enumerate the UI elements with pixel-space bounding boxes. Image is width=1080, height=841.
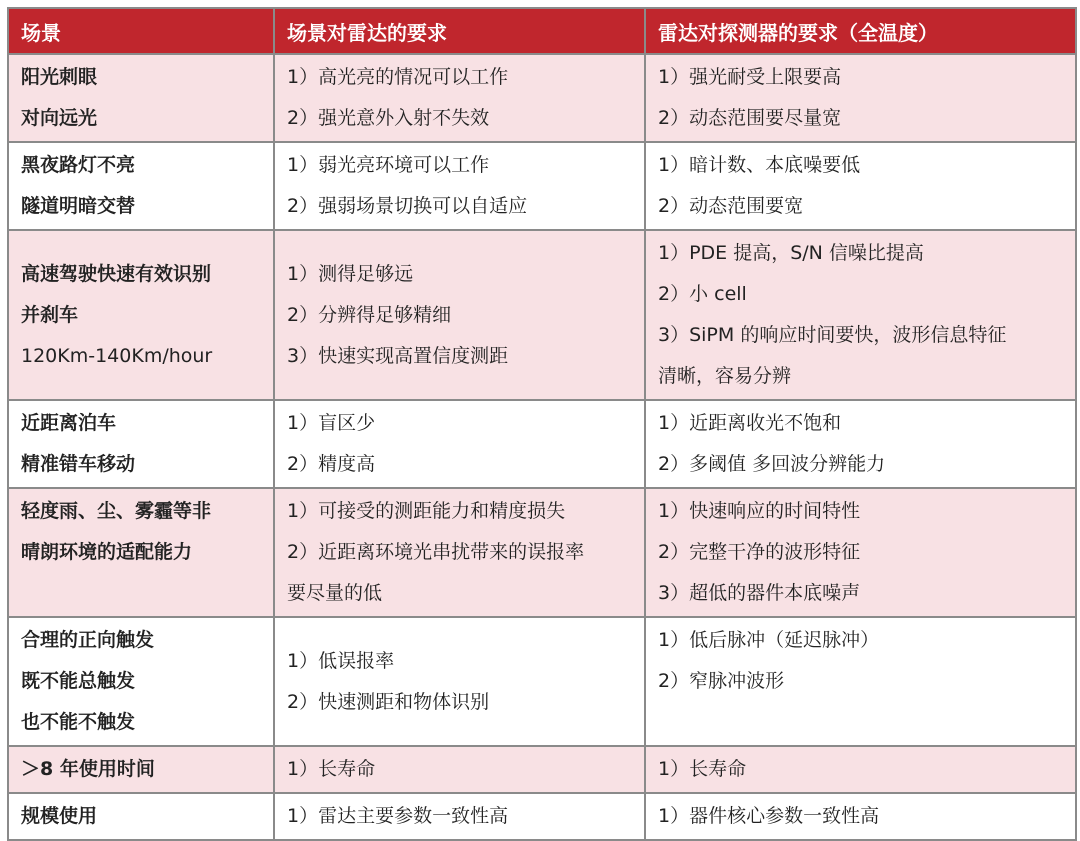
radar-requirement-cell <box>274 793 645 840</box>
scene-line: 高速驾驶快速有效识别 <box>21 262 212 285</box>
radar-requirement-line: 1）可接受的测距能力和精度损失 <box>287 500 566 522</box>
radar-requirement-line: 2）精度高 <box>287 453 376 475</box>
scene-line: 也不能不触发 <box>21 711 136 733</box>
detector-requirement-line: 2）完整干净的波形特征 <box>658 541 861 563</box>
scene-line: 合理的正向触发 <box>21 629 155 651</box>
scene-line: 阳光刺眼 <box>21 66 98 88</box>
header-scene: 场景 <box>8 8 274 54</box>
header-detector-requirements: 雷达对探测器的要求（全温度） <box>645 8 1076 54</box>
detector-requirement-line: 1）强光耐受上限要高 <box>658 66 842 88</box>
detector-requirement-cell <box>645 488 1076 617</box>
detector-requirement-line: 1）近距离收光不饱和 <box>658 412 842 434</box>
radar-requirement-cell <box>274 746 645 793</box>
radar-requirement-line: 1）弱光亮环境可以工作 <box>287 154 490 176</box>
detector-requirement-cell <box>645 142 1076 230</box>
scene-line: 并刹车 <box>21 303 79 326</box>
detector-requirement-line: 2）多阈值 多回波分辨能力 <box>658 453 886 475</box>
scene-line: ＞8 年使用时间 <box>21 758 155 780</box>
table-row <box>8 746 1076 793</box>
radar-requirement-cell <box>274 230 645 400</box>
requirements-table <box>7 7 1077 841</box>
radar-requirement-line: 2）分辨得足够精细 <box>287 303 452 326</box>
detector-requirement-line: 2）动态范围要宽 <box>658 195 804 217</box>
radar-requirement-line: 1）长寿命 <box>287 758 376 780</box>
radar-requirement-cell <box>274 488 645 617</box>
radar-requirement-cell <box>274 54 645 142</box>
scene-line: 轻度雨、尘、雾霾等非 <box>21 500 212 522</box>
table-row <box>8 230 1076 400</box>
scene-cell <box>8 488 274 617</box>
radar-requirement-line: 1）高光亮的情况可以工作 <box>287 66 509 88</box>
radar-requirement-line: 2）快速测距和物体识别 <box>287 690 490 713</box>
scene-line: 120Km-140Km/hour <box>21 344 213 367</box>
detector-requirement-line: 1）器件核心参数一致性高 <box>658 805 880 827</box>
scene-line: 黑夜路灯不亮 <box>21 154 136 176</box>
table-row <box>8 400 1076 488</box>
scene-line: 晴朗环境的适配能力 <box>21 541 193 563</box>
scene-cell <box>8 746 274 793</box>
detector-requirement-line: 3）超低的器件本底噪声 <box>658 582 861 604</box>
table-row <box>8 617 1076 746</box>
scene-cell <box>8 54 274 142</box>
detector-requirement-cell <box>645 617 1076 746</box>
scene-line: 隧道明暗交替 <box>21 195 136 217</box>
detector-requirement-line: 清晰，容易分辨 <box>658 365 792 387</box>
scene-cell <box>8 617 274 746</box>
detector-requirement-line: 1）低后脉冲（延迟脉冲） <box>658 629 880 651</box>
detector-requirement-line: 2）小 cell <box>658 283 747 305</box>
detector-requirement-cell <box>645 793 1076 840</box>
scene-cell <box>8 142 274 230</box>
radar-requirement-cell <box>274 400 645 488</box>
detector-requirement-line: 1）暗计数、本底噪要低 <box>658 154 861 176</box>
header-radar-requirements: 场景对雷达的要求 <box>274 8 645 54</box>
detector-requirement-line: 3）SiPM 的响应时间要快，波形信息特征 <box>658 324 1007 346</box>
detector-requirement-line: 1）PDE 提高，S/N 信噪比提高 <box>658 242 924 264</box>
table-row <box>8 54 1076 142</box>
table-header-row <box>8 8 1076 54</box>
radar-requirement-cell <box>274 617 645 746</box>
radar-requirement-line: 2）强光意外入射不失效 <box>287 107 490 129</box>
detector-requirement-cell <box>645 54 1076 142</box>
radar-requirement-line: 2）近距离环境光串扰带来的误报率 <box>287 541 585 563</box>
scene-line: 规模使用 <box>21 805 98 827</box>
detector-requirement-line: 2）窄脉冲波形 <box>658 670 785 692</box>
detector-requirement-cell <box>645 746 1076 793</box>
radar-requirement-line: 要尽量的低 <box>287 582 383 604</box>
radar-requirement-line: 1）雷达主要参数一致性高 <box>287 805 509 827</box>
scene-cell <box>8 400 274 488</box>
radar-requirement-cell <box>274 142 645 230</box>
detector-requirement-cell <box>645 230 1076 400</box>
detector-requirement-line: 1）长寿命 <box>658 758 747 780</box>
radar-requirement-line: 3）快速实现高置信度测距 <box>287 344 509 367</box>
radar-requirement-line: 1）测得足够远 <box>287 262 414 285</box>
detector-requirement-cell <box>645 400 1076 488</box>
scene-line: 精准错车移动 <box>21 453 136 475</box>
requirements-table-container <box>7 7 1077 841</box>
detector-requirement-line: 2）动态范围要尽量宽 <box>658 107 842 129</box>
scene-cell <box>8 793 274 840</box>
table-row <box>8 793 1076 840</box>
radar-requirement-line: 1）低误报率 <box>287 649 395 672</box>
scene-line: 近距离泊车 <box>21 412 117 434</box>
scene-line: 既不能总触发 <box>21 670 136 692</box>
table-row <box>8 142 1076 230</box>
radar-requirement-line: 2）强弱场景切换可以自适应 <box>287 195 528 217</box>
scene-cell <box>8 230 274 400</box>
table-row <box>8 488 1076 617</box>
radar-requirement-line: 1）盲区少 <box>287 412 376 434</box>
detector-requirement-line: 1）快速响应的时间特性 <box>658 500 861 522</box>
scene-line: 对向远光 <box>21 107 98 129</box>
